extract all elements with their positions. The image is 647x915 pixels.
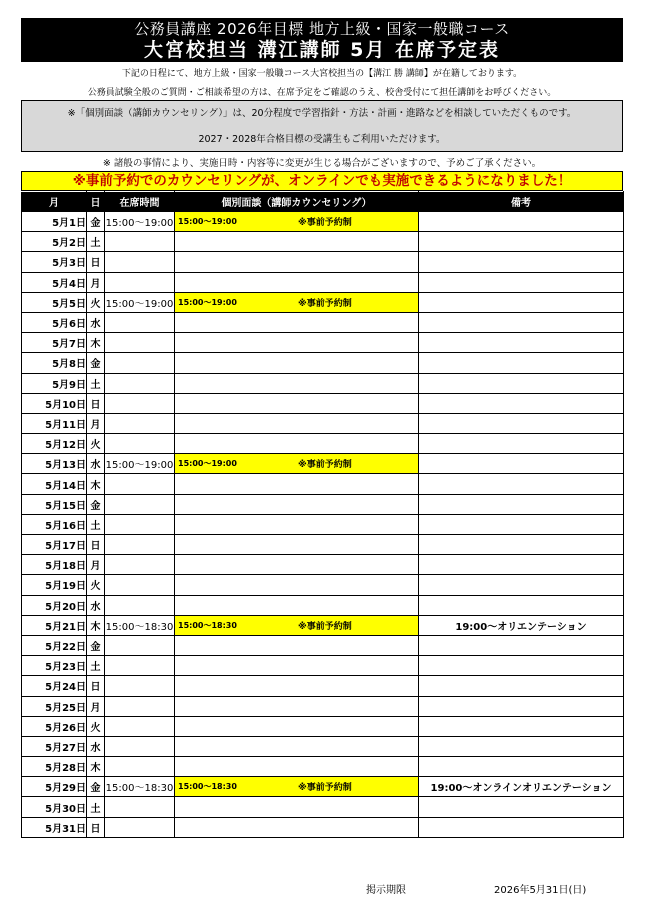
weekday-cell: 日 <box>87 817 105 837</box>
info-box-line-1: ※「個別面談（講師カウンセリング）」は、20分程度で学習指針・方法・計画・進路などを相談していただくものです。 <box>67 108 577 119</box>
table-header-row <box>22 192 624 212</box>
date-cell: 5月27日 <box>22 736 87 756</box>
remarks-cell <box>419 635 624 655</box>
remarks-cell <box>419 252 624 272</box>
weekday-cell: 金 <box>87 353 105 373</box>
counseling-cell <box>175 656 419 676</box>
attendance-time-cell: 15:00～19:00 <box>105 212 175 232</box>
remarks-cell: 19:00～オンラインオリエンテーション <box>419 777 624 797</box>
remarks-cell <box>419 676 624 696</box>
page-header <box>21 18 623 62</box>
table-row <box>22 555 624 575</box>
table-row <box>22 757 624 777</box>
weekday-cell: 木 <box>87 615 105 635</box>
remarks-cell <box>419 232 624 252</box>
attendance-time-cell <box>105 494 175 514</box>
remarks-cell <box>419 656 624 676</box>
column-header-counseling: 個別面談（講師カウンセリング） <box>175 192 419 212</box>
weekday-cell: 日 <box>87 393 105 413</box>
weekday-cell: 木 <box>87 757 105 777</box>
counseling-cell <box>175 817 419 837</box>
reservation-note: ※事前予約制 <box>298 783 352 794</box>
attendance-time-cell <box>105 797 175 817</box>
date-cell: 5月16日 <box>22 514 87 534</box>
counseling-cell <box>175 514 419 534</box>
table-row <box>22 373 624 393</box>
date-cell: 5月8日 <box>22 353 87 373</box>
table-row <box>22 292 624 312</box>
attendance-time-cell <box>105 817 175 837</box>
table-row <box>22 777 624 797</box>
counseling-cell <box>175 333 419 353</box>
remarks-cell <box>419 736 624 756</box>
counseling-cell <box>175 454 419 474</box>
weekday-cell: 土 <box>87 656 105 676</box>
date-cell: 5月19日 <box>22 575 87 595</box>
date-cell: 5月29日 <box>22 777 87 797</box>
attendance-time-cell: 15:00～18:30 <box>105 777 175 797</box>
date-cell: 5月2日 <box>22 232 87 252</box>
weekday-cell: 月 <box>87 413 105 433</box>
weekday-cell: 日 <box>87 676 105 696</box>
date-cell: 5月1日 <box>22 212 87 232</box>
intro-line-1: 下記の日程にて、地方上級・国家一般職コース大宮校担当の【溝江 勝 講師】が在籍しております。 <box>121 69 523 79</box>
remarks-cell <box>419 333 624 353</box>
attendance-time-cell: 15:00～18:30 <box>105 615 175 635</box>
remarks-cell <box>419 817 624 837</box>
counseling-cell <box>175 413 419 433</box>
date-cell: 5月21日 <box>22 615 87 635</box>
counseling-cell <box>175 494 419 514</box>
attendance-time-cell <box>105 635 175 655</box>
attendance-time-cell <box>105 474 175 494</box>
column-header-remarks: 備考 <box>419 192 624 212</box>
counseling-cell <box>175 292 419 312</box>
counseling-cell <box>175 252 419 272</box>
counseling-time: 15:00～19:00 <box>178 459 237 469</box>
header-schedule-title: 大宮校担当 溝江講師 5月 在席予定表 <box>143 39 501 61</box>
date-cell: 5月9日 <box>22 373 87 393</box>
weekday-cell: 月 <box>87 555 105 575</box>
attendance-time-cell <box>105 413 175 433</box>
attendance-time-cell <box>105 252 175 272</box>
table-row <box>22 535 624 555</box>
date-cell: 5月12日 <box>22 434 87 454</box>
attendance-time-cell <box>105 312 175 332</box>
table-row <box>22 615 624 635</box>
remarks-cell <box>419 535 624 555</box>
counseling-cell <box>175 676 419 696</box>
weekday-cell: 日 <box>87 252 105 272</box>
date-cell: 5月14日 <box>22 474 87 494</box>
counseling-time: 15:00～18:30 <box>178 620 237 630</box>
counseling-time: 15:00～19:00 <box>178 297 237 307</box>
table-row <box>22 393 624 413</box>
date-cell: 5月17日 <box>22 535 87 555</box>
reservation-note: ※事前予約制 <box>298 298 352 309</box>
date-cell: 5月3日 <box>22 252 87 272</box>
attendance-time-cell <box>105 716 175 736</box>
reservation-note: ※事前予約制 <box>298 218 352 228</box>
intro-line-2: 公務員試験全般のご質問・ご相談希望の方は、在席予定をご確認のうえ、校舎受付にて担任講師をお呼びください。 <box>87 88 557 98</box>
remarks-cell <box>419 595 624 615</box>
weekday-cell: 金 <box>87 635 105 655</box>
remarks-cell <box>419 212 624 232</box>
date-cell: 5月26日 <box>22 716 87 736</box>
date-cell: 5月5日 <box>22 292 87 312</box>
table-row <box>22 454 624 474</box>
date-cell: 5月11日 <box>22 413 87 433</box>
attendance-time-cell <box>105 575 175 595</box>
attendance-time-cell <box>105 595 175 615</box>
counseling-cell <box>175 353 419 373</box>
attendance-time-cell <box>105 535 175 555</box>
counseling-cell <box>175 373 419 393</box>
date-cell: 5月13日 <box>22 454 87 474</box>
remarks-cell <box>419 353 624 373</box>
info-box-line-2: 2027・2028年合格目標の受講生もご利用いただけます。 <box>198 134 446 145</box>
counseling-cell <box>175 575 419 595</box>
weekday-cell: 水 <box>87 736 105 756</box>
weekday-cell: 土 <box>87 373 105 393</box>
attendance-time-cell: 15:00～19:00 <box>105 454 175 474</box>
remarks-cell <box>419 514 624 534</box>
attendance-time-cell <box>105 757 175 777</box>
attendance-time-cell <box>105 555 175 575</box>
table-row <box>22 474 624 494</box>
counseling-cell <box>175 555 419 575</box>
date-cell: 5月22日 <box>22 635 87 655</box>
remarks-cell <box>419 373 624 393</box>
counseling-cell <box>175 635 419 655</box>
weekday-cell: 火 <box>87 716 105 736</box>
counseling-cell <box>175 777 419 797</box>
counseling-cell <box>175 736 419 756</box>
weekday-cell: 水 <box>87 454 105 474</box>
attendance-time-cell <box>105 434 175 454</box>
remarks-cell <box>419 716 624 736</box>
remarks-cell <box>419 797 624 817</box>
remarks-cell <box>419 474 624 494</box>
weekday-cell: 土 <box>87 797 105 817</box>
remarks-cell <box>419 454 624 474</box>
weekday-cell: 金 <box>87 777 105 797</box>
table-row <box>22 595 624 615</box>
date-cell: 5月18日 <box>22 555 87 575</box>
date-cell: 5月30日 <box>22 797 87 817</box>
weekday-cell: 月 <box>87 272 105 292</box>
remarks-cell <box>419 272 624 292</box>
attendance-time-cell <box>105 232 175 252</box>
date-cell: 5月20日 <box>22 595 87 615</box>
weekday-cell: 水 <box>87 595 105 615</box>
counseling-cell <box>175 757 419 777</box>
table-row <box>22 696 624 716</box>
table-row <box>22 252 624 272</box>
table-row <box>22 797 624 817</box>
date-cell: 5月10日 <box>22 393 87 413</box>
remarks-cell <box>419 757 624 777</box>
remarks-cell <box>419 494 624 514</box>
counseling-cell <box>175 474 419 494</box>
weekday-cell: 火 <box>87 575 105 595</box>
weekday-cell: 土 <box>87 232 105 252</box>
counseling-cell <box>175 232 419 252</box>
remarks-cell <box>419 312 624 332</box>
remarks-cell <box>419 555 624 575</box>
date-cell: 5月6日 <box>22 312 87 332</box>
table-row <box>22 272 624 292</box>
online-counseling-banner: ※事前予約でのカウンセリングが、オンラインでも実施できるようになりました！ <box>21 171 623 191</box>
counseling-cell <box>175 696 419 716</box>
counseling-cell <box>175 797 419 817</box>
counseling-time: 15:00～18:30 <box>178 782 237 792</box>
column-header-attendance-time: 在席時間 <box>105 192 175 212</box>
weekday-cell: 水 <box>87 312 105 332</box>
table-row <box>22 676 624 696</box>
weekday-cell: 木 <box>87 333 105 353</box>
attendance-time-cell <box>105 736 175 756</box>
counseling-cell <box>175 212 419 232</box>
reservation-note: ※事前予約制 <box>298 621 352 632</box>
attendance-time-cell <box>105 272 175 292</box>
date-cell: 5月25日 <box>22 696 87 716</box>
remarks-cell <box>419 696 624 716</box>
attendance-time-cell <box>105 696 175 716</box>
counseling-cell <box>175 595 419 615</box>
remarks-cell <box>419 292 624 312</box>
date-cell: 5月4日 <box>22 272 87 292</box>
counseling-cell <box>175 272 419 292</box>
attendance-time-cell: 15:00～19:00 <box>105 292 175 312</box>
attendance-time-cell <box>105 676 175 696</box>
table-row <box>22 494 624 514</box>
table-row <box>22 353 624 373</box>
posting-deadline-date: 2026年5月31日(日) <box>494 885 587 896</box>
date-cell: 5月31日 <box>22 817 87 837</box>
table-row <box>22 656 624 676</box>
counseling-cell <box>175 312 419 332</box>
attendance-time-cell <box>105 353 175 373</box>
weekday-cell: 日 <box>87 535 105 555</box>
change-notice: ※ 諸般の事情により、実施日時・内容等に変更が生じる場合がございますので、予めご了承ください。 <box>102 158 542 169</box>
remarks-cell <box>419 413 624 433</box>
weekday-cell: 月 <box>87 696 105 716</box>
counseling-cell <box>175 615 419 635</box>
table-row <box>22 312 624 332</box>
table-row <box>22 212 624 232</box>
weekday-cell: 土 <box>87 514 105 534</box>
header-course-title: 公務員講座 2026年目標 地方上級・国家一般職コース <box>134 20 510 38</box>
reservation-note: ※事前予約制 <box>298 460 352 471</box>
weekday-cell: 火 <box>87 292 105 312</box>
weekday-cell: 火 <box>87 434 105 454</box>
counseling-time: 15:00～19:00 <box>178 217 237 226</box>
attendance-time-cell <box>105 373 175 393</box>
attendance-time-cell <box>105 514 175 534</box>
date-cell: 5月23日 <box>22 656 87 676</box>
weekday-cell: 金 <box>87 212 105 232</box>
table-row <box>22 736 624 756</box>
table-row <box>22 434 624 454</box>
date-cell: 5月24日 <box>22 676 87 696</box>
table-row <box>22 333 624 353</box>
attendance-time-cell <box>105 393 175 413</box>
date-cell: 5月7日 <box>22 333 87 353</box>
counseling-cell <box>175 716 419 736</box>
table-row <box>22 817 624 837</box>
remarks-cell <box>419 393 624 413</box>
posting-deadline-label: 掲示期限 <box>366 885 406 896</box>
date-cell: 5月28日 <box>22 757 87 777</box>
counseling-cell <box>175 434 419 454</box>
counseling-cell <box>175 535 419 555</box>
info-box <box>21 100 623 152</box>
table-row <box>22 413 624 433</box>
column-header-day: 日 <box>87 192 105 212</box>
remarks-cell <box>419 575 624 595</box>
remarks-cell <box>419 434 624 454</box>
table-row <box>22 716 624 736</box>
table-row <box>22 514 624 534</box>
column-header-month: 月 <box>22 192 87 212</box>
weekday-cell: 木 <box>87 474 105 494</box>
schedule-table <box>21 191 624 838</box>
attendance-time-cell <box>105 656 175 676</box>
weekday-cell: 金 <box>87 494 105 514</box>
attendance-time-cell <box>105 333 175 353</box>
table-row <box>22 575 624 595</box>
table-row <box>22 635 624 655</box>
date-cell: 5月15日 <box>22 494 87 514</box>
remarks-cell: 19:00～オリエンテーション <box>419 615 624 635</box>
counseling-cell <box>175 393 419 413</box>
table-row <box>22 232 624 252</box>
